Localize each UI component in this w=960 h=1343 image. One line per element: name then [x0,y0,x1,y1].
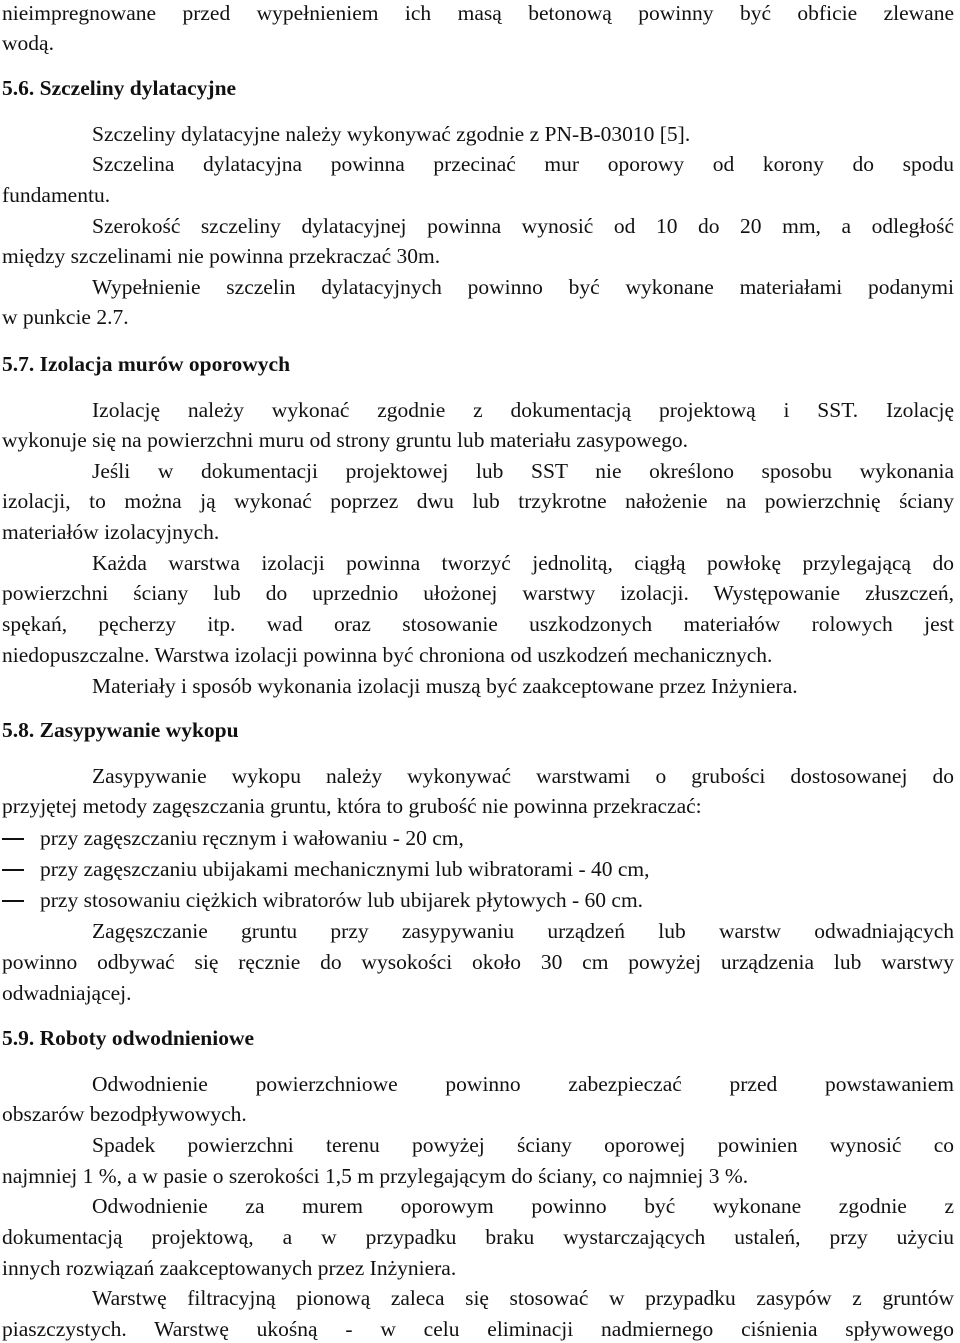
paragraph-line: Jeśli w dokumentacji projektowej lub SST nie określono sposobu wykonania [92,459,954,483]
paragraph-line: Materiały i sposób wykonania izolacji muszą być zaakceptowane przez Inżyniera. [92,674,798,698]
paragraph-line: obszarów bezodpływowych. [2,1102,247,1126]
paragraph-line: fundamentu. [2,183,111,207]
paragraph-line: Szczeliny dylatacyjne należy wykonywać zgodnie z PN-B-03010 [5]. [92,122,691,146]
paragraph-line: Każda warstwa izolacji powinna tworzyć jednolitą, ciągłą powłokę przylegającą do [92,551,954,575]
paragraph-line: nieimpregnowane przed wypełnieniem ich masą betonową powinny być obficie zlewane [2,1,954,25]
section-heading-5-7: 5.7. Izolacja murów oporowych [2,352,291,376]
section-heading-5-9: 5.9. Roboty odwodnieniowe [2,1026,255,1050]
paragraph-line: niedopuszczalne. Warstwa izolacji powinna być chroniona od uszkodzeń mechanicznych. [2,643,773,667]
paragraph-line: Zagęszczanie gruntu przy zasypywaniu urządzeń lub warstw odwadniających [92,919,954,943]
paragraph-line: spękań, pęcherzy itp. wad oraz stosowanie uszkodzonych materiałów rolowych jest [2,612,954,636]
paragraph-line: Izolację należy wykonać zgodnie z dokumentacją projektową i SST. Izolację [92,398,954,422]
paragraph-line: dokumentacją projektową, a w przypadku braku wystarczających ustaleń, przy użyciu [2,1225,954,1249]
dash-bullet-icon [2,900,24,902]
dash-bullet-icon [2,838,24,840]
paragraph-line: piaszczystych. Warstwę ukośną - w celu eliminacji nadmiernego ciśnienia spływowego [2,1317,954,1341]
paragraph-line: wodą. [2,31,54,55]
paragraph-line: wykonuje się na powierzchni muru od strony gruntu lub materiału zasypowego. [2,428,689,452]
paragraph-line: najmniej 1 %, a w pasie o szerokości 1,5 m przylegającym do ściany, co najmniej 3 %. [2,1164,749,1188]
paragraph-line: materiałów izolacyjnych. [2,520,220,544]
list-item: przy zagęszczaniu ubijakami mechanicznymi lub wibratorami - 40 cm, [40,857,650,881]
paragraph-line: izolacji, to można ją wykonać poprzez dwu lub trzykrotne nałożenie na powierzchnię ściany [2,489,954,513]
list-item: przy zagęszczaniu ręcznym i wałowaniu - 20 cm, [40,826,464,850]
paragraph-line: Odwodnienie za murem oporowym powinno być wykonane zgodnie z [92,1194,954,1218]
paragraph-line: przyjętej metody zagęszczania gruntu, która to grubość nie powinna przekraczać: [2,794,702,818]
paragraph-line: Spadek powierzchni terenu powyżej ściany oporowej powinien wynosić co [92,1133,954,1157]
paragraph-line: Wypełnienie szczelin dylatacyjnych powinno być wykonane materiałami podanymi [92,275,954,299]
dash-bullet-icon [2,869,24,871]
paragraph-line: Warstwę filtracyjną pionową zaleca się stosować w przypadku zasypów z gruntów [92,1286,954,1310]
paragraph-line: Szczelina dylatacyjna powinna przecinać mur oporowy od korony do spodu [92,152,954,176]
paragraph-line: odwadniającej. [2,981,132,1005]
paragraph-line: powierzchni ściany lub do uprzednio ułożonej warstwy izolacji. Występowanie złuszczeń, [2,581,954,605]
paragraph-line: powinno odbywać się ręcznie do wysokości około 30 cm powyżej urządzenia lub warstwy [2,950,954,974]
section-heading-5-6: 5.6. Szczeliny dylatacyjne [2,76,237,100]
paragraph-line: w punkcie 2.7. [2,305,129,329]
list-item: przy stosowaniu ciężkich wibratorów lub ubijarek płytowych - 60 cm. [40,888,644,912]
paragraph-line: Szerokość szczeliny dylatacyjnej powinna wynosić od 10 do 20 mm, a odległość [92,214,954,238]
paragraph-line: między szczelinami nie powinna przekraczać 30m. [2,244,441,268]
section-heading-5-8: 5.8. Zasypywanie wykopu [2,718,239,742]
paragraph-line: innych rozwiązań zaakceptowanych przez Inżyniera. [2,1256,457,1280]
paragraph-line: Zasypywanie wykopu należy wykonywać warstwami o grubości dostosowanej do [92,764,954,788]
paragraph-line: Odwodnienie powierzchniowe powinno zabezpieczać przed powstawaniem [92,1072,954,1096]
